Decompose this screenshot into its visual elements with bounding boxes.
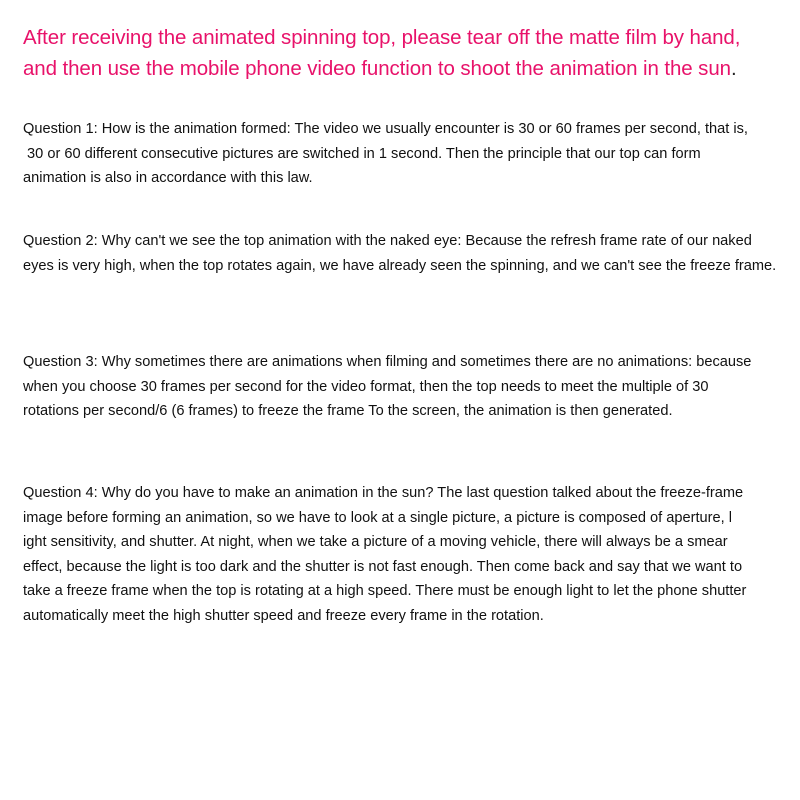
question-1-paragraph (23, 117, 799, 191)
question-4-line-1: Question 4: Why do you have to make an animation in the sun? The last question talked about the freeze-frame (23, 485, 744, 501)
question-1-line-3: animation is also in accordance with this law. (23, 170, 313, 187)
question-1-line-1: Question 1: How is the animation formed: The video we usually encounter is 30 or 60 frames per second, that is, (23, 121, 748, 137)
question-4-line-3: ight sensitivity, and shutter. At night, when we take a picture of a moving vehicle, there will always be a smear (23, 534, 728, 551)
question-4-line-2: image before forming an animation, so we have to look at a single picture, a picture is composed of aperture, l (23, 509, 732, 526)
question-3-paragraph (23, 350, 799, 424)
instruction-line-1: After receiving the animated spinning top, please tear off the matte film by hand, (23, 26, 741, 49)
instruction-line-2-text: and then use the mobile phone video function to shoot the animation in the sun (23, 57, 731, 80)
question-2-line-1: Question 2: Why can't we see the top animation with the naked eye: Because the refresh frame rate of our naked (23, 233, 752, 249)
question-4-line-6: automatically meet the high shutter speed and freeze every frame in the rotation. (23, 607, 544, 624)
question-3-line-2: when you choose 30 frames per second for the video format, then the top needs to meet the multiple of 30 (23, 378, 709, 395)
question-2-line-2: eyes is very high, when the top rotates again, we have already seen the spinning, and we can't see the freeze frame. (23, 257, 777, 274)
instruction-line-2 (23, 53, 793, 84)
question-1-line-2: 30 or 60 different consecutive pictures are switched in 1 second. Then the principle that our top can form (23, 145, 701, 162)
question-3-line-1: Question 3: Why sometimes there are animations when filming and sometimes there are no animations: because (23, 354, 752, 370)
question-4-paragraph (23, 481, 799, 629)
instruction-line-2-period: . (730, 57, 737, 80)
question-4-line-4: effect, because the light is too dark and the shutter is not fast enough. Then come back and say that we want to (23, 558, 743, 575)
question-2-paragraph (23, 229, 799, 278)
instruction-header (23, 22, 793, 84)
question-4-line-5: take a freeze frame when the top is rotating at a high speed. There must be enough light to let the phone shutter (23, 583, 747, 600)
question-3-line-3: rotations per second/6 (6 frames) to freeze the frame To the screen, the animation is then generated. (23, 403, 673, 420)
